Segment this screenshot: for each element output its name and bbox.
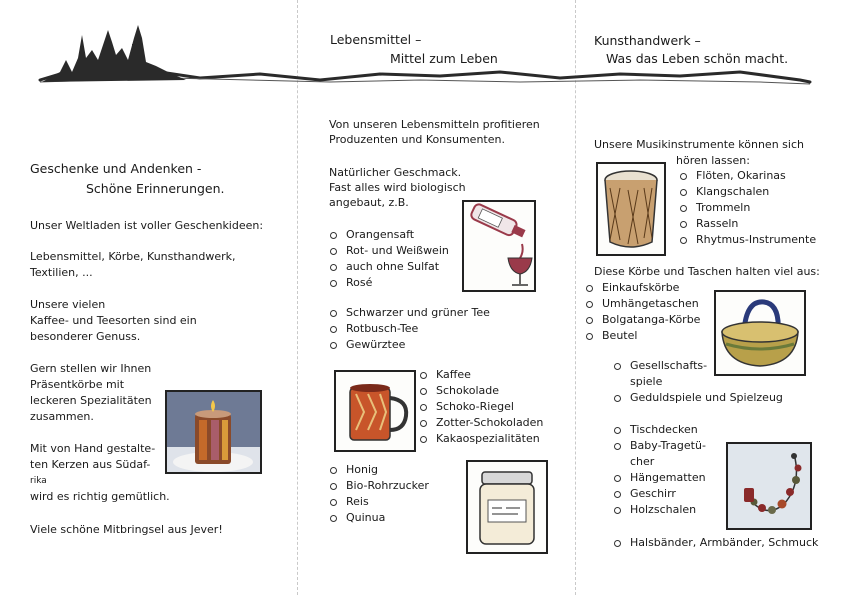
list-music: [678, 168, 816, 248]
list-item: Gewürztee: [328, 337, 490, 353]
list-item: Tischdecken: [612, 422, 712, 438]
list-item: Bolgatanga-Körbe: [584, 312, 700, 328]
list-item: Beutel: [584, 328, 700, 344]
list-item: Rotbusch-Tee: [328, 321, 490, 337]
left-text: Unser Weltladen ist voller Geschenkideen:: [30, 219, 264, 232]
middle-text: angebaut, z.B.: [329, 196, 409, 209]
list-tea: [328, 305, 490, 353]
right-text: hören lassen:: [676, 154, 750, 167]
list-baskets: [584, 280, 700, 344]
left-text: rika: [30, 476, 47, 486]
candle-illustration: [165, 390, 262, 474]
list-item: Trommeln: [678, 200, 816, 216]
list-home: [612, 422, 712, 518]
list-item: Klangschalen: [678, 184, 816, 200]
left-text: Präsentkörbe mit: [30, 378, 125, 391]
basket-illustration: [714, 290, 806, 376]
left-text: leckeren Spezialitäten: [30, 394, 152, 407]
list-other-food: [328, 462, 429, 526]
list-item: Zotter-Schokoladen: [418, 415, 543, 431]
middle-heading-line2: Mittel zum Leben: [390, 51, 498, 66]
list-item: Hängematten: [612, 470, 712, 486]
right-heading-line2: Was das Leben schön macht.: [606, 51, 789, 66]
middle-text: Natürlicher Geschmack.: [329, 166, 462, 179]
left-text: Gern stellen wir Ihnen: [30, 362, 152, 375]
list-coffee: [418, 367, 543, 447]
list-item: Gesellschafts-spiele: [612, 358, 702, 390]
necklace-illustration: [726, 442, 812, 530]
left-text: Mit von Hand gestalte-: [30, 442, 156, 455]
middle-text: Produzenten und Konsumenten.: [329, 133, 505, 146]
list-item: Rhytmus-Instrumente: [678, 232, 816, 248]
wine-illustration: [462, 200, 536, 292]
list-jewelry: [612, 535, 818, 551]
right-text: Unsere Musikinstrumente können sich: [594, 138, 804, 151]
left-heading-line1: Geschenke und Andenken -: [30, 161, 202, 176]
list-item: Bio-Rohrzucker: [328, 478, 429, 494]
left-text: zusammen.: [30, 410, 94, 423]
list-item: Schwarzer und grüner Tee: [328, 305, 490, 321]
list-item: auch ohne Sulfat: [328, 259, 449, 275]
list-item: Kakaospezialitäten: [418, 431, 543, 447]
list-item: Orangensaft: [328, 227, 449, 243]
middle-text: Fast alles wird biologisch: [329, 181, 466, 194]
list-item: Einkaufskörbe: [584, 280, 700, 296]
list-item: Reis: [328, 494, 429, 510]
left-heading-line2: Schöne Erinnerungen.: [86, 181, 225, 196]
list-item: Quinua: [328, 510, 429, 526]
left-text: Lebensmittel, Körbe, Kunsthandwerk,: [30, 250, 236, 263]
right-text: Diese Körbe und Taschen halten viel aus:: [594, 265, 820, 278]
list-item: Rosé: [328, 275, 449, 291]
left-text: Unsere vielen: [30, 298, 106, 311]
middle-heading-line1: Lebensmittel –: [330, 32, 422, 47]
right-heading-line1: Kunsthandwerk –: [594, 33, 701, 48]
list-item: Schoko-Riegel: [418, 399, 543, 415]
list-item: Kaffee: [418, 367, 543, 383]
list-item: Holzschalen: [612, 502, 712, 518]
left-text: ten Kerzen aus Südaf-: [30, 458, 151, 471]
drum-illustration: [596, 162, 666, 256]
left-text: wird es richtig gemütlich.: [30, 490, 170, 503]
list-item: Flöten, Okarinas: [678, 168, 816, 184]
list-item: Rasseln: [678, 216, 816, 232]
left-text: Kaffee- und Teesorten sind ein: [30, 314, 197, 327]
mug-illustration: [334, 370, 416, 452]
honey-jar-illustration: [466, 460, 548, 554]
list-item: Umhängetaschen: [584, 296, 700, 312]
list-item: Geschirr: [612, 486, 712, 502]
left-text: Textilien, ...: [30, 266, 93, 279]
left-text: besonderer Genuss.: [30, 330, 141, 343]
list-item: Geduldspiele und Spielzeug: [612, 390, 712, 406]
list-drinks: [328, 227, 449, 291]
middle-text: Von unseren Lebensmitteln profitieren: [329, 118, 540, 131]
list-item: Halsbänder, Armbänder, Schmuck: [612, 535, 818, 551]
list-item: Honig: [328, 462, 429, 478]
list-item: Rot- und Weißwein: [328, 243, 449, 259]
left-text: Viele schöne Mitbringsel aus Jever!: [30, 523, 223, 536]
list-item: Schokolade: [418, 383, 543, 399]
list-item: Baby-Tragetü-cher: [612, 438, 708, 470]
list-games: [612, 358, 783, 406]
